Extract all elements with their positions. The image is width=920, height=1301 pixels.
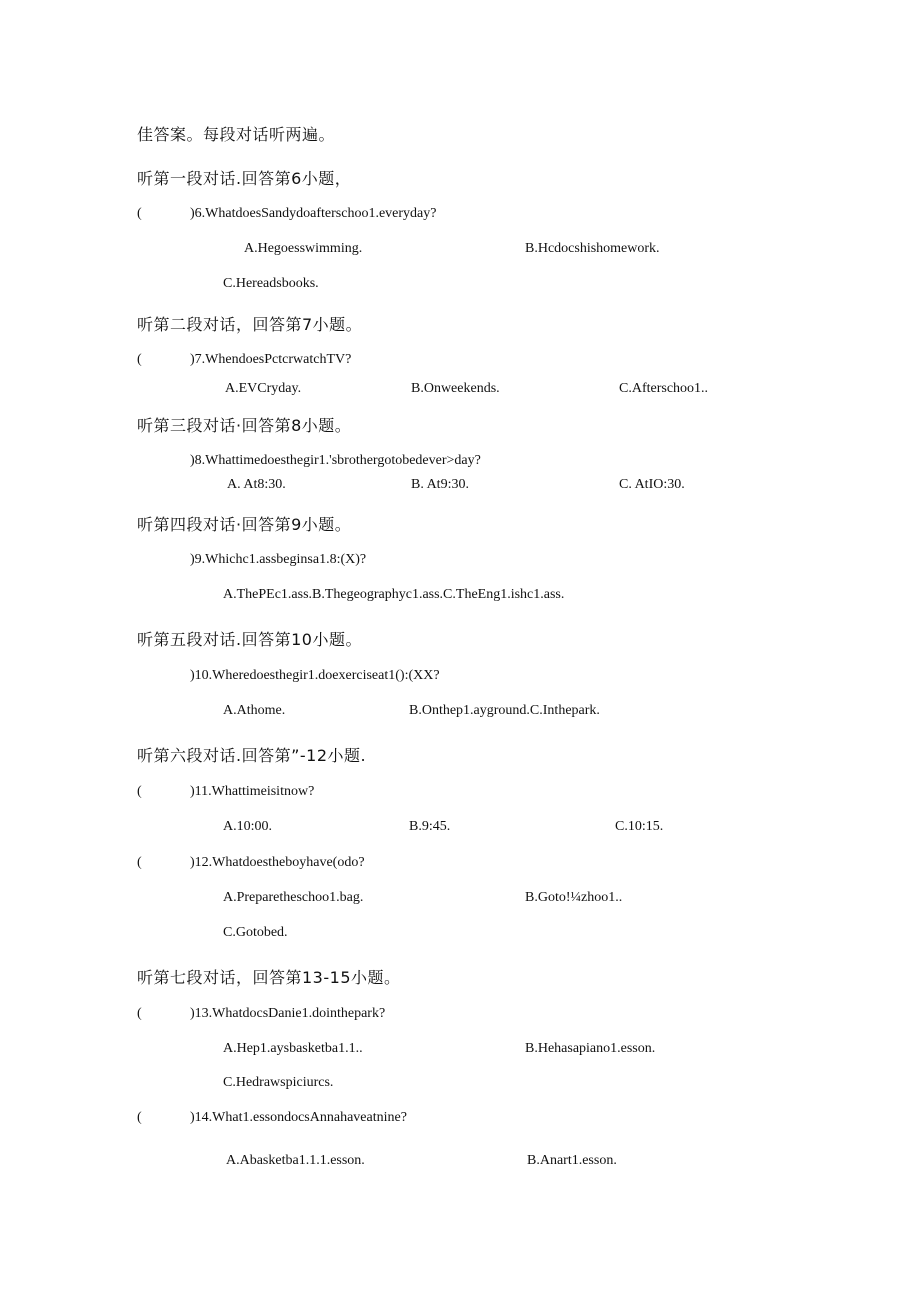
- question-text: )12.Whatdoestheboyhave(odo?: [190, 855, 365, 870]
- option-c[interactable]: C.Gotobed.: [223, 925, 288, 940]
- section-heading: 听第一段对话.回答第6小题，: [137, 169, 352, 188]
- option-a[interactable]: A.Abasketba1.1.1.esson.: [226, 1153, 365, 1168]
- question-text: )7.WhendoesPctcrwatchTV?: [190, 352, 352, 367]
- section-heading: 听第三段对话·回答第8小题。: [137, 416, 352, 435]
- question-text: )9.Whichc1.assbeginsa1.8:(X)?: [190, 552, 367, 567]
- option-a[interactable]: A.EVCryday.: [225, 381, 302, 396]
- section-heading: 听第五段对话.回答第10小题。: [137, 630, 362, 649]
- question-text: )8.Whattimedoesthegir1.'sbrothergotobedever>day?: [190, 453, 481, 468]
- answer-blank[interactable]: (: [137, 206, 142, 221]
- intro-text: 佳答案。每段对话听两遍。: [137, 125, 336, 144]
- option-a[interactable]: A.Preparetheschoo1.bag.: [223, 890, 364, 905]
- option-c[interactable]: C.Hedrawspiciurcs.: [223, 1075, 334, 1090]
- question-text: )6.WhatdoesSandydoafterschoo1.everyday?: [190, 206, 437, 221]
- option-c[interactable]: C.Afterschoo1..: [619, 381, 709, 396]
- option-a[interactable]: A. At8:30.: [227, 477, 286, 492]
- option-b[interactable]: B.Onweekends.: [411, 381, 500, 396]
- option-b[interactable]: B.Hehasapiano1.esson.: [525, 1041, 656, 1056]
- answer-blank[interactable]: (: [137, 1006, 142, 1021]
- question-text: )10.Wheredoesthegir1.doexerciseat1():(XX?: [190, 668, 440, 683]
- option-bc[interactable]: B.Onthep1.ayground.C.Inthepark.: [409, 703, 600, 718]
- question-text: )11.Whattimeisitnow?: [190, 784, 315, 799]
- option-c[interactable]: C.10:15.: [615, 819, 664, 834]
- option-a[interactable]: A.Hep1.aysbasketba1.1..: [223, 1041, 363, 1056]
- answer-blank[interactable]: (: [137, 352, 142, 367]
- section-heading: 听第六段对话.回答第”-12小题.: [137, 746, 367, 765]
- answer-blank[interactable]: (: [137, 784, 142, 799]
- question-text: )14.What1.essondocsAnnahaveatnine?: [190, 1110, 407, 1125]
- option-a[interactable]: A.Hegoesswimming.: [244, 241, 363, 256]
- option-b[interactable]: B. At9:30.: [411, 477, 469, 492]
- option-b[interactable]: B.Goto!¼zhoo1..: [525, 890, 623, 905]
- section-heading: 听第四段对话·回答第9小题。: [137, 515, 352, 534]
- section-heading: 听第二段对话，回答第7小题。: [137, 315, 363, 334]
- question-text: )13.WhatdocsDanie1.dointhepark?: [190, 1006, 386, 1021]
- option-a[interactable]: A.Athome.: [223, 703, 286, 718]
- option-a[interactable]: A.10:00.: [223, 819, 272, 834]
- section-heading: 听第七段对话，回答第13-15小题。: [137, 968, 401, 987]
- option-abc[interactable]: A.ThePEc1.ass.B.Thegeographyc1.ass.C.TheEng1.ishc1.ass.: [223, 587, 565, 602]
- answer-blank[interactable]: (: [137, 855, 142, 870]
- answer-blank[interactable]: (: [137, 1110, 142, 1125]
- option-c[interactable]: C.Hereadsbooks.: [223, 276, 319, 291]
- option-b[interactable]: B.9:45.: [409, 819, 451, 834]
- option-b[interactable]: B.Hcdocshishomework.: [525, 241, 660, 256]
- option-c[interactable]: C. AtIO:30.: [619, 477, 685, 492]
- option-b[interactable]: B.Anart1.esson.: [527, 1153, 617, 1168]
